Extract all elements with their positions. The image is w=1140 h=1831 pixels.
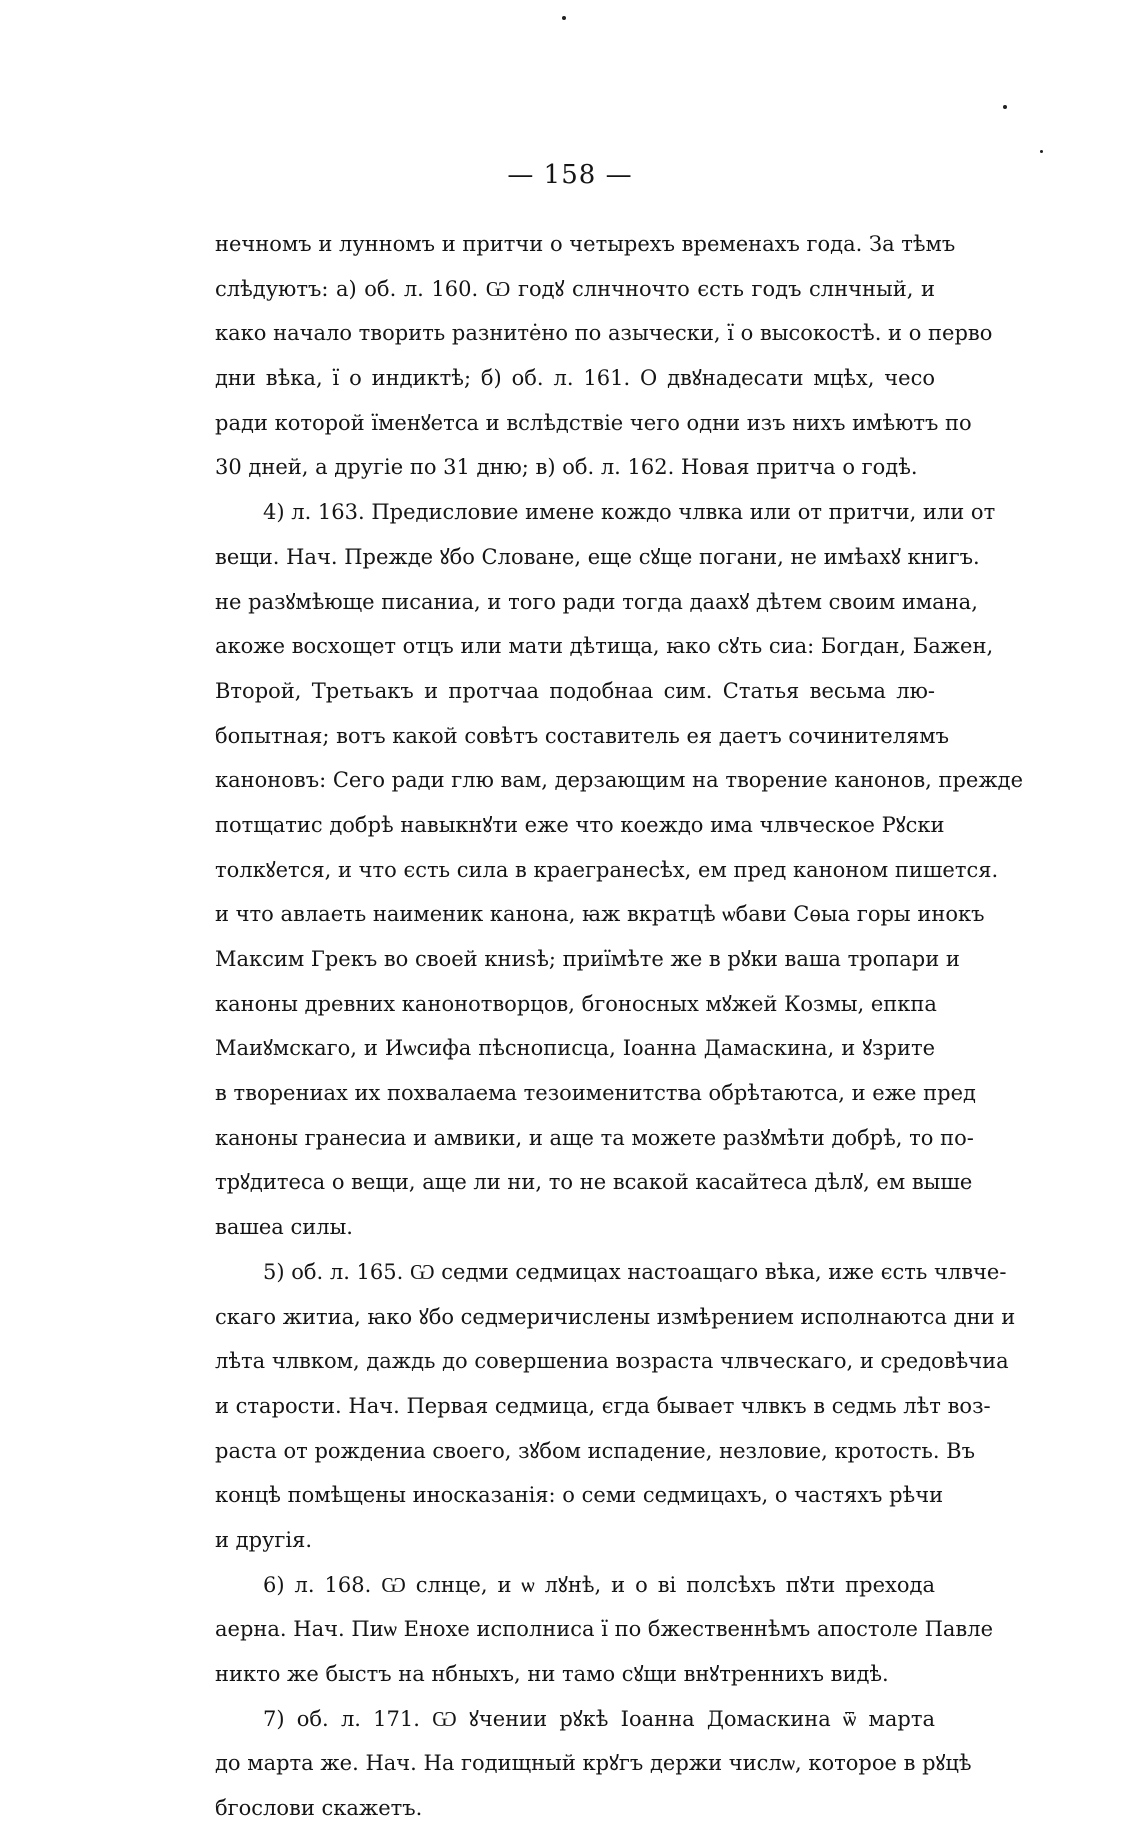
body-text bbox=[215, 222, 1024, 1831]
text-line: и другія. bbox=[215, 1527, 313, 1552]
text-line: раста от рождениа своего, зꙋбом испадение, незловие, кротость. Въ bbox=[215, 1438, 975, 1463]
text-line: вещи. Нач. Прежде ꙋбо Словане, еще сꙋще погани, не имѣахꙋ книгъ. bbox=[215, 544, 980, 569]
text-line: Второй, Третьакъ и протчаа подобнаа сим. Статья весьма лю- bbox=[215, 678, 935, 703]
paragraph-item-7 bbox=[215, 1697, 972, 1831]
text-line: и что авлаеть наименик канона, ꙗж вкратцѣ ѡбави Сѳыа горы инокъ bbox=[215, 902, 985, 927]
text-line: нечномъ и лунномъ и притчи о четырехъ временахъ года. За тѣмъ bbox=[215, 232, 956, 256]
text-line: каноны гранесиа и амвики, и аще та можете разꙋмѣти добрѣ, то по- bbox=[215, 1125, 974, 1150]
paragraph-item-5 bbox=[215, 1250, 1016, 1563]
text-line: 6) л. 168. Ѡ слнце, и ѡ лꙋнѣ, и о ві полсѣхъ пꙋти прехода bbox=[263, 1572, 935, 1597]
text-line: скаго житиа, ꙗко ꙋбо седмеричислены измѣрением исполнаютса дни и bbox=[215, 1304, 1016, 1329]
text-line: како начало творить разните̇но по азычески, ї о высокостѣ. и о перво bbox=[215, 321, 993, 346]
text-line: бопытная; вотъ какой совѣтъ составитель ея даетъ сочинителямъ bbox=[215, 723, 949, 748]
text-line: 5) об. л. 165. Ѡ седми седмицах настоащаго вѣка, иже єсть члвче- bbox=[263, 1259, 1007, 1284]
text-line: бгослови скажетъ. bbox=[215, 1796, 423, 1821]
ink-speck bbox=[562, 16, 566, 20]
text-line: вашеа силы. bbox=[215, 1215, 353, 1240]
text-line: акоже восхощет отцъ или мати дѣтища, ꙗко сꙋть сиа: Богдан, Бажен, bbox=[215, 634, 994, 659]
text-line: в творениах их похвалаема тезоименитства обрѣтаютса, и еже пред bbox=[215, 1081, 976, 1106]
text-line: Максим Грекъ во своей книѕѣ; приїмѣте же в рꙋки ваша тропари и bbox=[215, 947, 960, 971]
text-line: ради которой їменꙋетса и вслѣдствіе чего одни изъ нихъ имѣютъ по bbox=[215, 410, 972, 435]
paragraph-intro bbox=[215, 222, 993, 490]
ink-speck bbox=[1003, 105, 1007, 109]
ink-speck bbox=[1040, 150, 1043, 153]
text-line: и старости. Нач. Первая седмица, єгда бывает члвкъ в седмь лѣт воз- bbox=[215, 1393, 991, 1418]
text-line: 30 дней, а другіе по 31 дню; в) об. л. 162. Новая притча о годѣ. bbox=[215, 455, 918, 480]
text-line: потщатис добрѣ навыкнꙋти еже что коеждо има члвческое Рꙋски bbox=[215, 812, 945, 837]
text-line: каноны древних канонотворцов, бгоносных мꙋжей Козмы, епкпа bbox=[215, 991, 937, 1016]
text-line: Маиꙋмскаго, и Иѡсифа пѣснописца, Іоанна Дамаскина, и ꙋзрите bbox=[215, 1036, 935, 1061]
text-line: 7) об. л. 171. Ѡ ꙋчении рꙋкѣ Іоанна Домаскина ѿ марта bbox=[263, 1706, 935, 1731]
text-line: никто же быстъ на нбныхъ, ни тамо сꙋщи внꙋтреннихъ видѣ. bbox=[215, 1662, 889, 1686]
text-line: до марта же. Нач. На годищный крꙋгъ держи числѡ, которое в рꙋцѣ bbox=[215, 1751, 972, 1776]
text-line: 4) л. 163. Предисловие имене кождо члвка или от притчи, или от bbox=[263, 500, 996, 525]
text-line: трꙋдитеса о вещи, аще ли ни, то не всакой касайтеса дѣлꙋ, ем выше bbox=[215, 1170, 973, 1195]
text-line: толкꙋется, и что єсть сила в краегранесѣх, ем пред каноном пишется. bbox=[215, 857, 999, 882]
text-line: каноновъ: Сего ради глю вам, дерзающим на творение канонов, прежде bbox=[215, 768, 1024, 793]
text-line: дни вѣка, ї о индиктѣ; б) об. л. 161. О двꙋнадесати мцѣх, чесо bbox=[215, 366, 935, 391]
text-line: лѣта члвком, даждь до совершениа возраста члвческаго, и средовѣчиа bbox=[215, 1349, 1009, 1374]
text-line: аерна. Нач. Пиѡ Енохе исполниса ї по бжественнѣмъ апостоле Павле bbox=[215, 1617, 994, 1642]
text-line: концѣ помѣщены иносказанія: о семи седмицахъ, о частяхъ рѣчи bbox=[215, 1483, 944, 1508]
paragraph-item-6 bbox=[215, 1563, 994, 1697]
text-line: не разꙋмѣюще писаниа, и того ради тогда даахꙋ дѣтем своим имана, bbox=[215, 589, 978, 614]
page-number: — 158 — bbox=[507, 160, 633, 190]
paragraph-item-4 bbox=[215, 490, 1024, 1250]
text-line: слѣдуютъ: а) об. л. 160. Ѡ годꙋ слнчночто єсть годъ слнчный, и bbox=[215, 276, 935, 301]
